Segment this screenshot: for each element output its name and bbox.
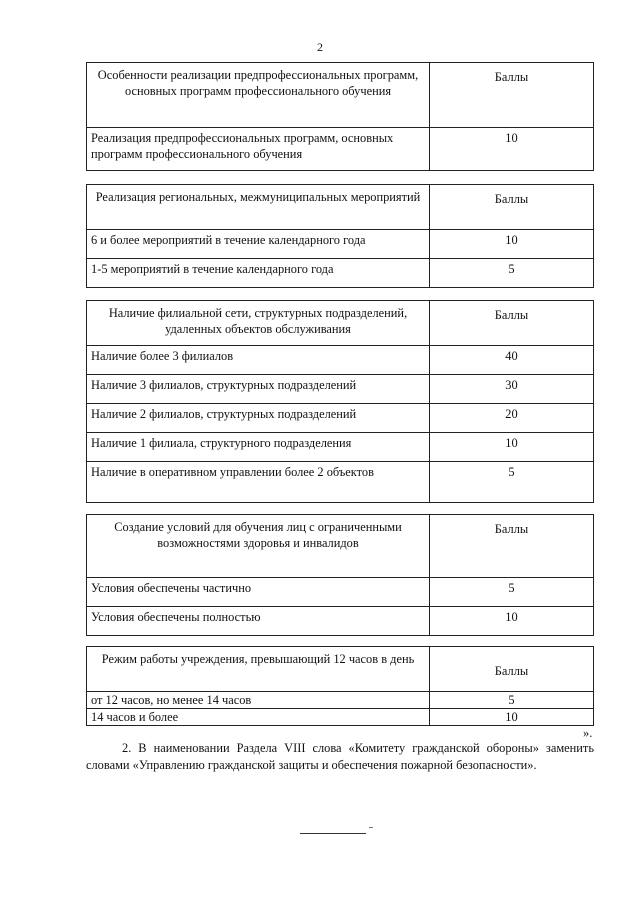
separator-line bbox=[300, 833, 366, 834]
criterion-label: Реализация предпрофессиональных программ, основных программ профессионального обучения bbox=[87, 128, 430, 171]
criteria-table-working-hours bbox=[86, 646, 594, 726]
criterion-label: Условия обеспечены частично bbox=[87, 578, 430, 607]
criterion-label: 6 и более мероприятий в течение календарного года bbox=[87, 230, 430, 259]
score-header: Баллы bbox=[430, 185, 594, 230]
table-row bbox=[87, 375, 594, 404]
criterion-score: 20 bbox=[430, 404, 594, 433]
criterion-score: 5 bbox=[430, 259, 594, 288]
table-header-row bbox=[87, 185, 594, 230]
criterion-label: Наличие более 3 филиалов bbox=[87, 346, 430, 375]
criterion-header: Режим работы учреждения, превышающий 12 часов в день bbox=[87, 647, 430, 692]
separator-mark bbox=[369, 827, 373, 828]
table-row bbox=[87, 692, 594, 709]
criteria-table-accessibility bbox=[86, 514, 594, 636]
criterion-header: Наличие филиальной сети, структурных подразделений, удаленных объектов обслуживания bbox=[87, 301, 430, 346]
table-header-row bbox=[87, 647, 594, 692]
table-row bbox=[87, 578, 594, 607]
criterion-header: Создание условий для обучения лиц с ограниченными возможностями здоровья и инвалидов bbox=[87, 515, 430, 578]
table-row bbox=[87, 404, 594, 433]
page-number: 2 bbox=[317, 40, 323, 54]
table-header-row bbox=[87, 63, 594, 128]
criterion-score: 5 bbox=[430, 578, 594, 607]
table-row bbox=[87, 607, 594, 636]
table-row bbox=[87, 259, 594, 288]
closing-quote: ». bbox=[583, 726, 593, 740]
table-header-row bbox=[87, 515, 594, 578]
table-row bbox=[87, 709, 594, 726]
criterion-label: 14 часов и более bbox=[87, 709, 430, 726]
criterion-label: Наличие 3 филиалов, структурных подразделений bbox=[87, 375, 430, 404]
criterion-label: Условия обеспечены полностью bbox=[87, 607, 430, 636]
table-row bbox=[87, 433, 594, 462]
score-header: Баллы bbox=[430, 647, 594, 692]
score-header: Баллы bbox=[430, 515, 594, 578]
criterion-header: Реализация региональных, межмуниципальных мероприятий bbox=[87, 185, 430, 230]
table-row bbox=[87, 128, 594, 171]
criterion-label: Наличие в оперативном управлении более 2 объектов bbox=[87, 462, 430, 503]
criteria-table-branch-network bbox=[86, 300, 594, 503]
criterion-label: от 12 часов, но менее 14 часов bbox=[87, 692, 430, 709]
score-header: Баллы bbox=[430, 301, 594, 346]
criteria-table-preprofessional-programs bbox=[86, 62, 594, 171]
table-row bbox=[87, 462, 594, 503]
criterion-score: 30 bbox=[430, 375, 594, 404]
criterion-score: 10 bbox=[430, 128, 594, 171]
criterion-label: 1-5 мероприятий в течение календарного года bbox=[87, 259, 430, 288]
criterion-score: 5 bbox=[430, 462, 594, 503]
table-header-row bbox=[87, 301, 594, 346]
criterion-header: Особенности реализации предпрофессиональных программ, основных программ профессионального обучения bbox=[87, 63, 430, 128]
criterion-score: 40 bbox=[430, 346, 594, 375]
criterion-score: 10 bbox=[430, 709, 594, 726]
criterion-score: 10 bbox=[430, 607, 594, 636]
table-row bbox=[87, 230, 594, 259]
criterion-score: 10 bbox=[430, 433, 594, 462]
amendment-paragraph: 2. В наименовании Раздела VIII слова «Комитету гражданской обороны» заменить словами «Управлению гражданской защиты и обеспечения пожарной безопасности». bbox=[86, 741, 594, 772]
criterion-score: 5 bbox=[430, 692, 594, 709]
criterion-score: 10 bbox=[430, 230, 594, 259]
criterion-label: Наличие 1 филиала, структурного подразделения bbox=[87, 433, 430, 462]
table-row bbox=[87, 346, 594, 375]
score-header: Баллы bbox=[430, 63, 594, 128]
criterion-label: Наличие 2 филиалов, структурных подразделений bbox=[87, 404, 430, 433]
criteria-table-regional-events bbox=[86, 184, 594, 288]
